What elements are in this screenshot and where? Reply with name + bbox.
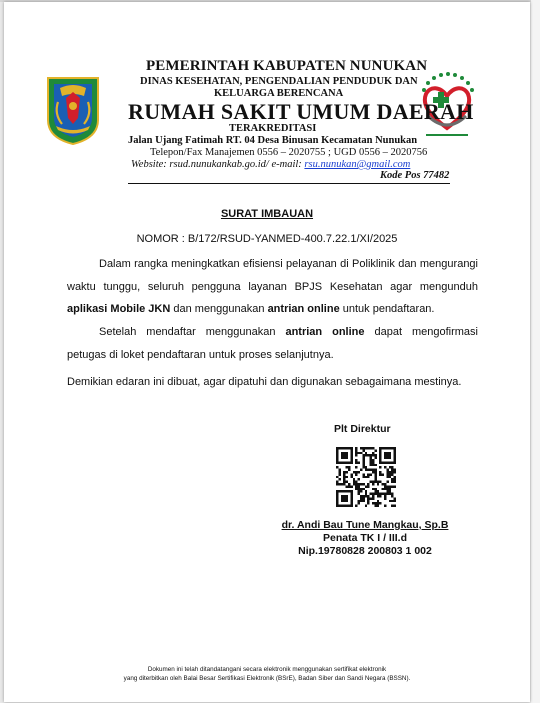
website-text: Website: rsud.nunukankab.go.id/ e-mail: [131, 159, 305, 170]
hospital-address: Jalan Ujang Fatimah RT. 04 Desa Binusan Kecamatan Nunukan [128, 135, 418, 146]
signatory-title: Plt Direktur [334, 423, 391, 435]
department-name-line1: DINAS KESEHATAN, PENGENDALIAN PENDUDUK DAN [140, 76, 418, 87]
paragraph-2 [67, 321, 478, 366]
e-sign-notice-line2: yang diterbitkan oleh Balai Besar Sertifikasi Elektronik (BSrE), Badan Siber dan Sandi Negara (BSSN). [123, 675, 411, 682]
paragraph-1 [67, 253, 478, 321]
viewer-scroll-gutter[interactable] [531, 0, 540, 703]
email-link[interactable]: rsu.nunukan@gmail.com [304, 159, 411, 170]
p2-text: Setelah mendaftar menggunakan [99, 326, 286, 338]
department-name-line2: KELUARGA BERENCANA [214, 88, 344, 99]
p2-bold-online: antrian online [285, 326, 365, 338]
letterhead-divider [128, 183, 450, 184]
hospital-contact [131, 159, 410, 170]
p1-bold-app: aplikasi Mobile JKN [67, 303, 171, 315]
letterhead [4, 2, 530, 192]
p1-bold-online: antrian online [267, 303, 340, 315]
postal-code: Kode Pos 77482 [380, 170, 450, 181]
p2-text-2: dapat mengofirmasi petugas di loket pendaftaran untuk proses selanjutnya. [67, 326, 478, 361]
letter-number: NOMOR : B/172/RSUD-YANMED-400.7.22.1/XI/2025 [136, 233, 398, 245]
hospital-name: RUMAH SAKIT UMUM DAERAH [128, 99, 474, 124]
paragraph-3: Demikian edaran ini dibuat, agar dipatuhi dan digunakan sebagaimana mestinya. [67, 376, 462, 388]
signatory-rank: Penata TK I / III.d [322, 532, 407, 544]
qr-code-icon [336, 447, 396, 507]
p1-text: Dalam rangka meningkatkan efisiensi pelayanan di Poliklinik dan mengurangi waktu tunggu, seluruh pengguna layanan BPJS Kesehatan agar mengunduh [67, 258, 478, 293]
regency-emblem-icon [44, 74, 102, 146]
accreditation-status: TERAKREDITASI [229, 123, 317, 134]
p1-text-3: untuk pendaftaran. [339, 303, 435, 315]
e-sign-notice-line1: Dokumen ini telah ditandatangani secara elektronik menggunakan sertifikat elektronik [147, 666, 387, 673]
signatory-name: dr. Andi Bau Tune Mangkau, Sp.B [281, 519, 449, 531]
document-page [4, 2, 530, 702]
p1-text-2: dan menggunakan [170, 303, 268, 315]
signatory-nip: Nip.19780828 200803 1 002 [298, 545, 432, 557]
hospital-phone: Telepon/Fax Manajemen 0556 – 2020755 ; UGD 0556 – 2020756 [150, 147, 428, 158]
letter-title: SURAT IMBAUAN [220, 208, 314, 220]
government-name: PEMERINTAH KABUPATEN NUNUKAN [146, 58, 428, 74]
